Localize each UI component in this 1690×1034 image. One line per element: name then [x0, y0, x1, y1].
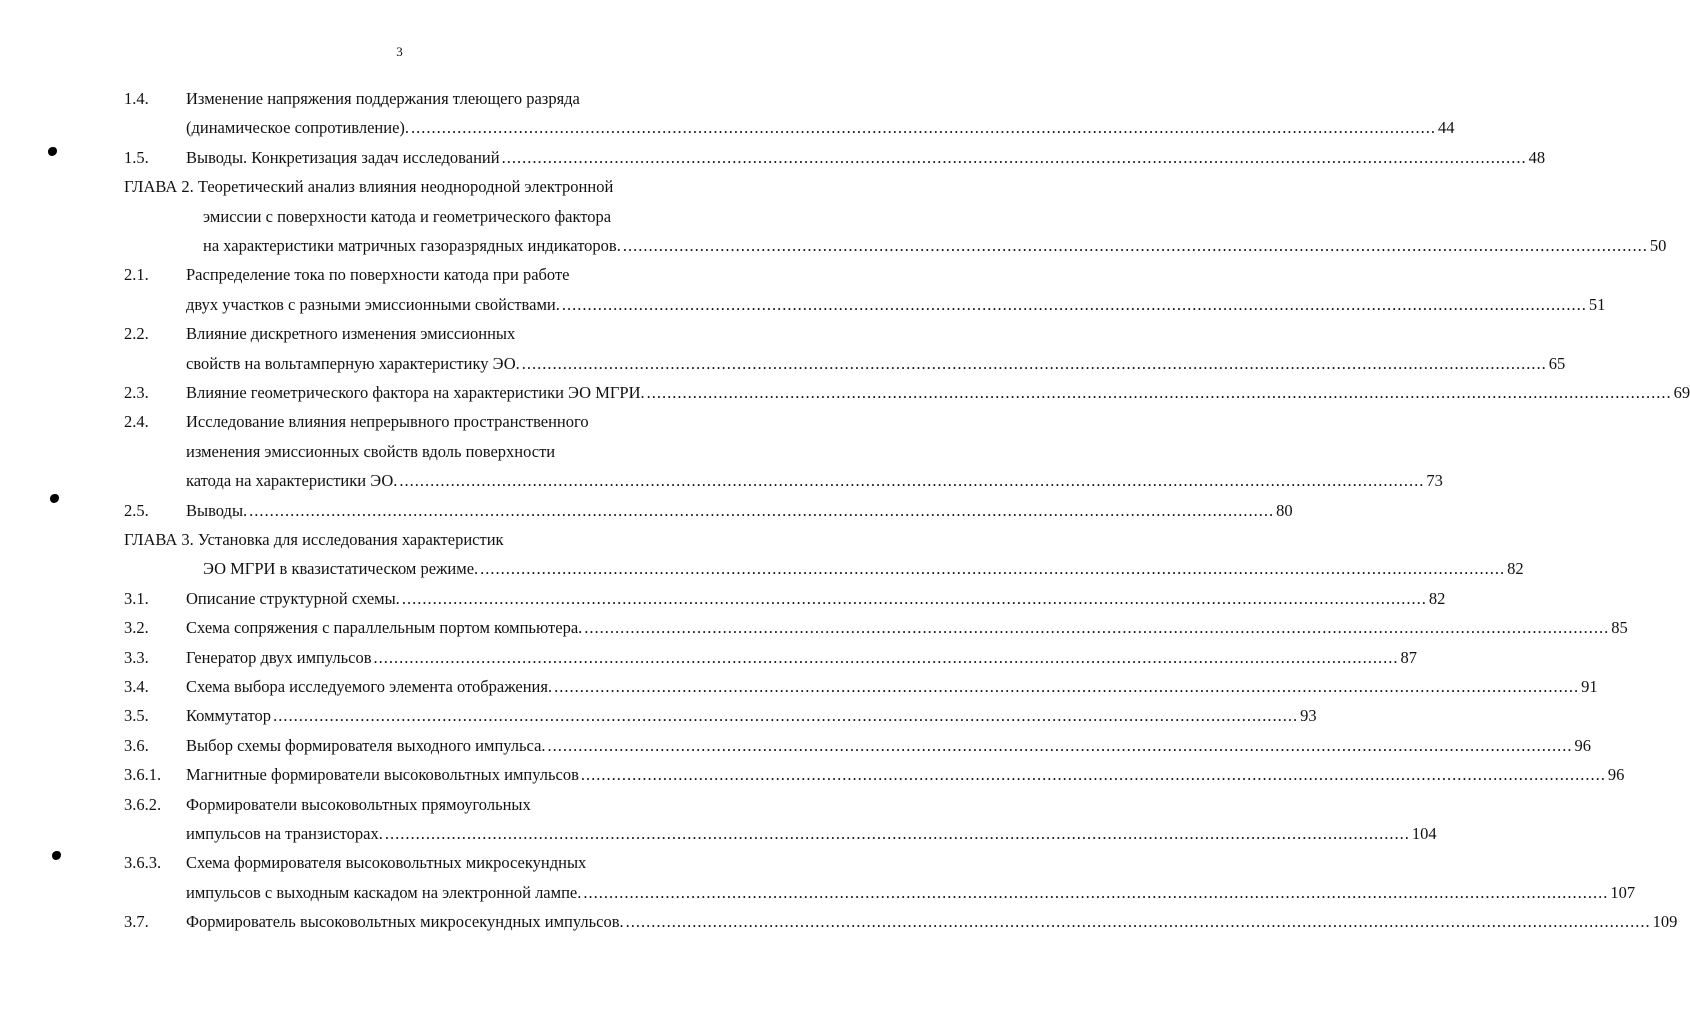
- toc-page-number: 87: [1400, 647, 1418, 667]
- dot-leader: ........................................................................................................................................................................................................: [273, 706, 1299, 726]
- toc-entry-title: Влияние дискретного изменения эмиссионных: [186, 324, 516, 344]
- toc-entry-last-line: [0, 466, 1443, 495]
- toc-entry-title: Распределение тока по поверхности катода при работе: [186, 265, 570, 285]
- toc-entry-title: Выводы. Конкретизация задач исследований: [186, 147, 500, 167]
- section-number: 2.5.: [124, 500, 149, 520]
- toc-page-number: 82: [1507, 559, 1524, 579]
- toc-entry-line: [0, 260, 799, 289]
- toc-page-number: 107: [1610, 882, 1636, 902]
- dot-leader: ........................................................................................................................................................................................................: [411, 118, 1437, 138]
- toc-entry-title-with-leader: [186, 672, 1598, 701]
- toc-entry-title-with-leader: [186, 584, 1446, 613]
- dot-leader: ........................................................................................................................................................................................................: [561, 294, 1587, 314]
- toc-entry-title-with-leader: [186, 701, 1317, 730]
- toc-entry-title-with-leader: [186, 349, 1566, 378]
- toc-entry-title-with-leader: [186, 143, 1546, 172]
- toc-entry-line: [0, 437, 799, 466]
- toc-entry-line: [0, 407, 799, 436]
- dot-leader: ........................................................................................................................................................................................................: [399, 471, 1425, 491]
- toc-entry-title: ГЛАВА 3. Установка для исследования характеристик: [124, 530, 504, 549]
- toc-entry-title-with-leader: [186, 496, 1293, 525]
- toc-entry-title: Схема формирователя высоковольтных микросекундных: [186, 853, 587, 873]
- toc-entry-title-with-leader: [203, 554, 1524, 583]
- toc-entry-title-with-leader: [186, 613, 1628, 642]
- section-number: 2.4.: [124, 412, 149, 432]
- toc-entry-title-with-leader: [186, 878, 1636, 907]
- toc-entry-title: изменения эмиссионных свойств вдоль поверхности: [186, 441, 556, 461]
- toc-entry-last-line: [0, 349, 1566, 378]
- section-number: 3.6.3.: [124, 853, 162, 873]
- toc-entry-title-with-leader: [203, 231, 1667, 260]
- dot-leader: ........................................................................................................................................................................................................: [373, 647, 1399, 667]
- toc-page-number: 109: [1652, 912, 1678, 932]
- dot-leader: ........................................................................................................................................................................................................: [646, 383, 1672, 402]
- toc-entry-last-line: [0, 701, 1317, 730]
- section-number: 2.2.: [124, 324, 149, 344]
- dot-leader: ........................................................................................................................................................................................................: [584, 618, 1610, 638]
- section-number: 3.4.: [124, 677, 149, 696]
- section-number: 1.4.: [124, 89, 149, 108]
- toc-entry-title: ГЛАВА 2. Теоретический анализ влияния неоднородной электронной: [124, 177, 614, 197]
- toc-entry-last-line: [0, 731, 1592, 760]
- toc-entry-title: Магнитные формирователи высоковольтных импульсов: [186, 765, 579, 785]
- section-number: 3.6.1.: [124, 765, 162, 785]
- toc-entry-last-line: [0, 672, 1598, 701]
- toc-entry-title-with-leader: [186, 643, 1418, 672]
- section-number: 3.6.2.: [124, 794, 162, 814]
- toc-entry-title: Схема сопряжения с параллельным портом компьютера.: [186, 618, 583, 638]
- toc-page-number: 44: [1438, 118, 1455, 138]
- toc-entry-last-line: [0, 496, 1293, 525]
- toc-entry-last-line: [0, 760, 1625, 789]
- toc-page-number: 80: [1276, 500, 1293, 520]
- toc-page-number: 73: [1426, 471, 1443, 491]
- toc-page-number: 104: [1411, 824, 1437, 843]
- toc-entry-title: Коммутатор: [186, 706, 272, 726]
- dot-leader: ........................................................................................................................................................................................................: [521, 353, 1547, 373]
- dot-leader: ........................................................................................................................................................................................................: [554, 677, 1580, 696]
- toc-entry-title: двух участков с разными эмиссионными свойствами.: [186, 294, 560, 314]
- section-number: 3.2.: [124, 618, 149, 638]
- toc-entry-last-line: [0, 613, 1628, 642]
- toc-entry-title: Формирователь высоковольтных микросекундных импульсов.: [186, 912, 624, 932]
- dot-leader: ........................................................................................................................................................................................................: [501, 147, 1527, 167]
- toc-entry-title: Изменение напряжения поддержания тлеющего разряда: [186, 89, 580, 108]
- toc-entry-line: [0, 525, 799, 554]
- toc-entry-title-with-leader: [186, 466, 1443, 495]
- section-number: 3.5.: [124, 706, 149, 726]
- toc-page-number: 48: [1528, 147, 1546, 167]
- toc-entry-title: Описание структурной схемы.: [186, 588, 400, 608]
- dot-leader: ........................................................................................................................................................................................................: [547, 735, 1573, 755]
- toc-entry-last-line: [0, 643, 1418, 672]
- toc-entry-last-line: [0, 143, 1546, 172]
- toc-page-number: 96: [1607, 765, 1625, 785]
- toc-entry-title: свойств на вольтамперную характеристику ЭО.: [186, 353, 520, 373]
- toc-entry-title: Выводы.: [186, 500, 248, 520]
- toc-entry-last-line: [0, 113, 1455, 142]
- toc-page-number: 93: [1300, 706, 1317, 726]
- section-number: 3.1.: [124, 588, 149, 608]
- toc-entry-title: на характеристики матричных газоразрядных индикаторов.: [203, 236, 621, 255]
- toc-entry-last-line: [0, 231, 1667, 260]
- section-number: 3.3.: [124, 647, 149, 667]
- toc-page-number: 51: [1588, 294, 1606, 314]
- section-number: 2.1.: [124, 265, 149, 285]
- toc-entry-title: Схема выбора исследуемого элемента отображения.: [186, 677, 553, 696]
- toc-entry-title: импульсов на транзисторах.: [186, 824, 383, 843]
- dot-leader: ........................................................................................................................................................................................................: [384, 824, 1410, 843]
- toc-entry-title-with-leader: [186, 907, 1678, 936]
- dot-leader: ........................................................................................................................................................................................................: [583, 882, 1609, 902]
- toc-entry-title-with-leader: [186, 731, 1592, 760]
- toc-entry-title-with-leader: [186, 819, 1437, 848]
- section-number: 3.6.: [124, 735, 149, 755]
- section-number: 1.5.: [124, 147, 149, 167]
- toc-entry-line: [0, 319, 799, 348]
- toc-page-number: 50: [1649, 236, 1667, 255]
- dot-leader: ........................................................................................................................................................................................................: [401, 588, 1427, 608]
- dot-leader: ........................................................................................................................................................................................................: [622, 236, 1648, 255]
- toc-entry-title: Генератор двух импульсов: [186, 647, 372, 667]
- toc-page-number: 65: [1548, 353, 1566, 373]
- toc-entry-last-line: [0, 584, 1446, 613]
- toc-entry-title-with-leader: [186, 760, 1625, 789]
- toc-entry-title: (динамическое сопротивление).: [186, 118, 410, 138]
- toc-entry-title-with-leader: [186, 290, 1606, 319]
- toc-entry-title: ЭО МГРИ в квазистатическом режиме.: [203, 559, 479, 579]
- section-number: 3.7.: [124, 912, 149, 932]
- toc-entry-last-line: [0, 554, 1524, 583]
- toc-entry-title: эмиссии с поверхности катода и геометрического фактора: [203, 206, 612, 226]
- toc-entry-line: [0, 84, 799, 113]
- dot-leader: ........................................................................................................................................................................................................: [625, 912, 1651, 932]
- toc-entry-last-line: [0, 907, 1678, 936]
- toc-page-number: 69: [1673, 383, 1690, 402]
- dot-leader: ........................................................................................................................................................................................................: [249, 500, 1275, 520]
- toc-entry-title-with-leader: [186, 113, 1455, 142]
- toc-entry-last-line: [0, 878, 1636, 907]
- toc-entry-title-with-leader: [186, 378, 1690, 407]
- page-number: 3: [396, 44, 403, 59]
- toc-page-number: 91: [1581, 677, 1598, 696]
- toc-entry-last-line: [0, 290, 1606, 319]
- toc-page-number: 85: [1611, 618, 1628, 638]
- toc-page-number: 82: [1428, 588, 1446, 608]
- toc-entry-title: импульсов с выходным каскадом на электронной лампе.: [186, 882, 582, 902]
- toc-entry-title: катода на характеристики ЭО.: [186, 471, 398, 491]
- toc-entry-title: Формирователи высоковольтных прямоугольных: [186, 794, 531, 814]
- dot-leader: ........................................................................................................................................................................................................: [480, 559, 1506, 579]
- toc-entry-line: [0, 172, 799, 201]
- section-number: 2.3.: [124, 383, 149, 402]
- toc-entry-line: [0, 790, 799, 819]
- toc-entry-title: Влияние геометрического фактора на характеристики ЭО МГРИ.: [186, 383, 645, 402]
- dot-leader: ........................................................................................................................................................................................................: [580, 765, 1606, 785]
- toc-entry-title: Исследование влияния непрерывного пространственного: [186, 412, 589, 432]
- toc-entry-last-line: [0, 378, 1690, 407]
- toc-entry-line: [0, 202, 799, 231]
- toc-entry-last-line: [0, 819, 1437, 848]
- toc-entry-title: Выбор схемы формирователя выходного импульса.: [186, 735, 546, 755]
- toc-page-number: 96: [1574, 735, 1592, 755]
- toc-entry-line: [0, 848, 799, 877]
